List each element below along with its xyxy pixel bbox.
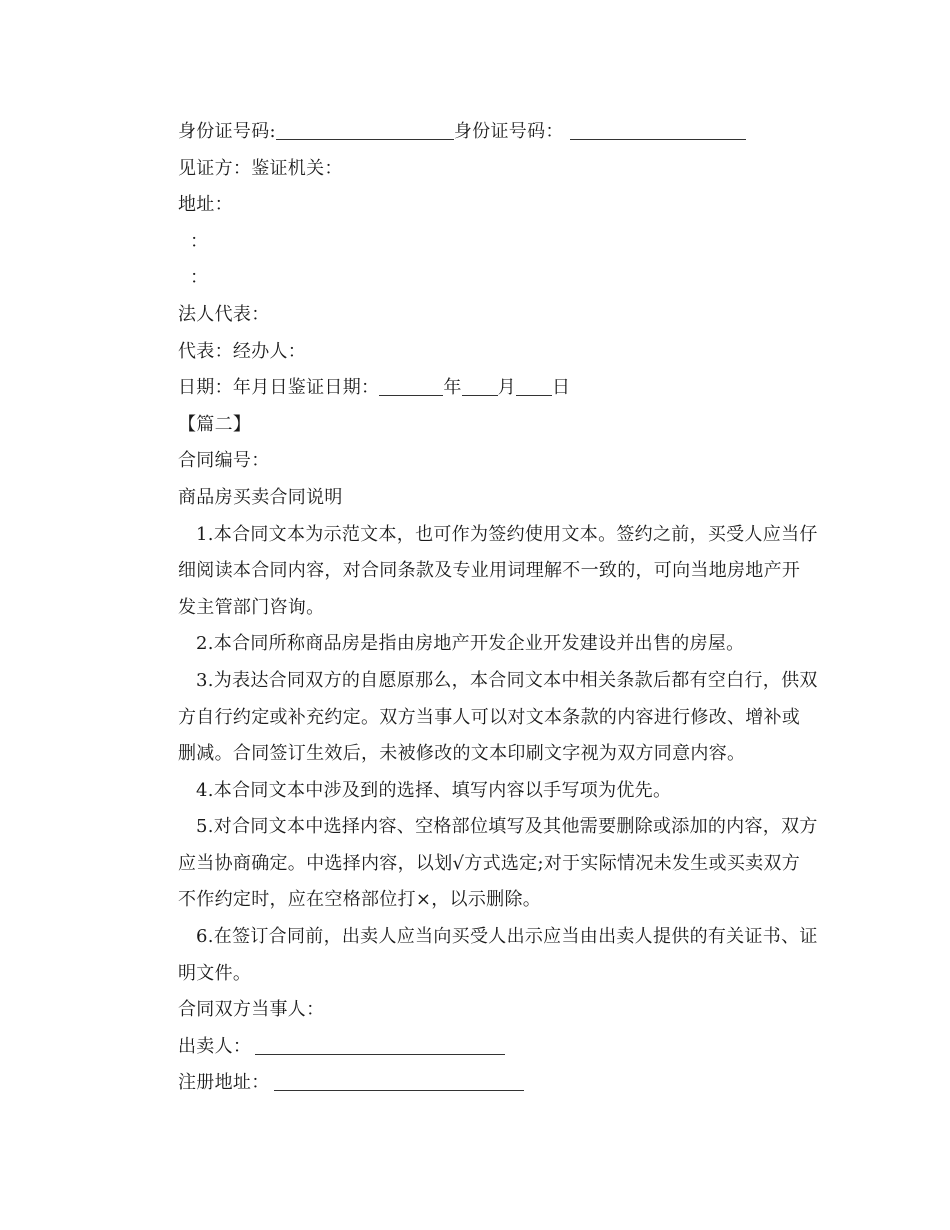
date-month-label: 月 <box>497 377 516 399</box>
paragraph-3: 3.为表达合同双方的自愿原那么，本合同文本中相关条款后都有空白行，供双方自行约定或补充约定。双方当事人可以对文本条款的内容进行修改、增补或删减。合同签订生效后，未被修改的文本印刷文字视为双方同意内容。 <box>178 669 818 765</box>
date-day-blank[interactable] <box>516 377 552 396</box>
date-year-blank[interactable] <box>379 377 443 396</box>
id-number-blank-2[interactable] <box>570 121 746 140</box>
date-month-blank[interactable] <box>462 377 498 396</box>
contract-number-line: 合同编号： <box>178 450 270 472</box>
registered-address-blank[interactable] <box>274 1072 524 1091</box>
representative-line: 代表：经办人： <box>178 340 307 362</box>
paragraph-2: 2.本合同所称商品房是指由房地产开发企业开发建设并出售的房屋。 <box>196 633 745 655</box>
paragraph-1: 1.本合同文本为示范文本，也可作为签约使用文本。签约之前，买受人应当仔细阅读本合同内容，对合同条款及专业用词理解不一致的，可向当地房地产开发主管部门咨询。 <box>178 523 818 618</box>
colon-line-1: ： <box>190 230 209 252</box>
parties-heading: 合同双方当事人： <box>178 999 325 1021</box>
paragraph-5: 5.对合同文本中选择内容、空格部位填写及其他需要删除或添加的内容，双方应当协商确定。中选择内容，以划√方式选定;对于实际情况未发生或买卖双方不作约定时，应在空格部位打×，以示删除。 <box>178 816 818 911</box>
date-day-label: 日 <box>551 377 571 399</box>
document-body <box>178 114 818 1102</box>
date-line <box>178 370 818 407</box>
id-number-line <box>178 114 818 151</box>
seller-blank[interactable] <box>255 1036 505 1055</box>
legal-representative-line: 法人代表： <box>178 303 270 325</box>
date-year-label: 年 <box>443 377 462 399</box>
witness-line: 见证方：鉴证机关： <box>178 157 343 179</box>
paragraph-4: 4.本合同文本中涉及到的选择、填写内容以手写项为优先。 <box>196 779 672 801</box>
id-number-blank[interactable] <box>276 121 454 140</box>
address-line: 地址： <box>178 194 233 216</box>
seller-label: 出卖人： <box>178 1035 252 1057</box>
date-line-prefix: 日期：年月日鉴证日期： <box>178 377 380 399</box>
section-heading: 【篇二】 <box>178 413 252 435</box>
colon-line-2: ： <box>190 267 209 289</box>
registered-address-line <box>178 1065 818 1102</box>
paragraph-6: 6.在签订合同前，出卖人应当向买受人出示应当由出卖人提供的有关证书、证明文件。 <box>178 926 818 984</box>
id-number-label-2: 身份证号码： <box>453 121 564 142</box>
seller-line <box>178 1029 818 1066</box>
registered-address-label: 注册地址： <box>178 1072 270 1094</box>
id-number-label: 身份证号码: <box>178 121 276 142</box>
contract-title: 商品房买卖合同说明 <box>178 486 343 508</box>
